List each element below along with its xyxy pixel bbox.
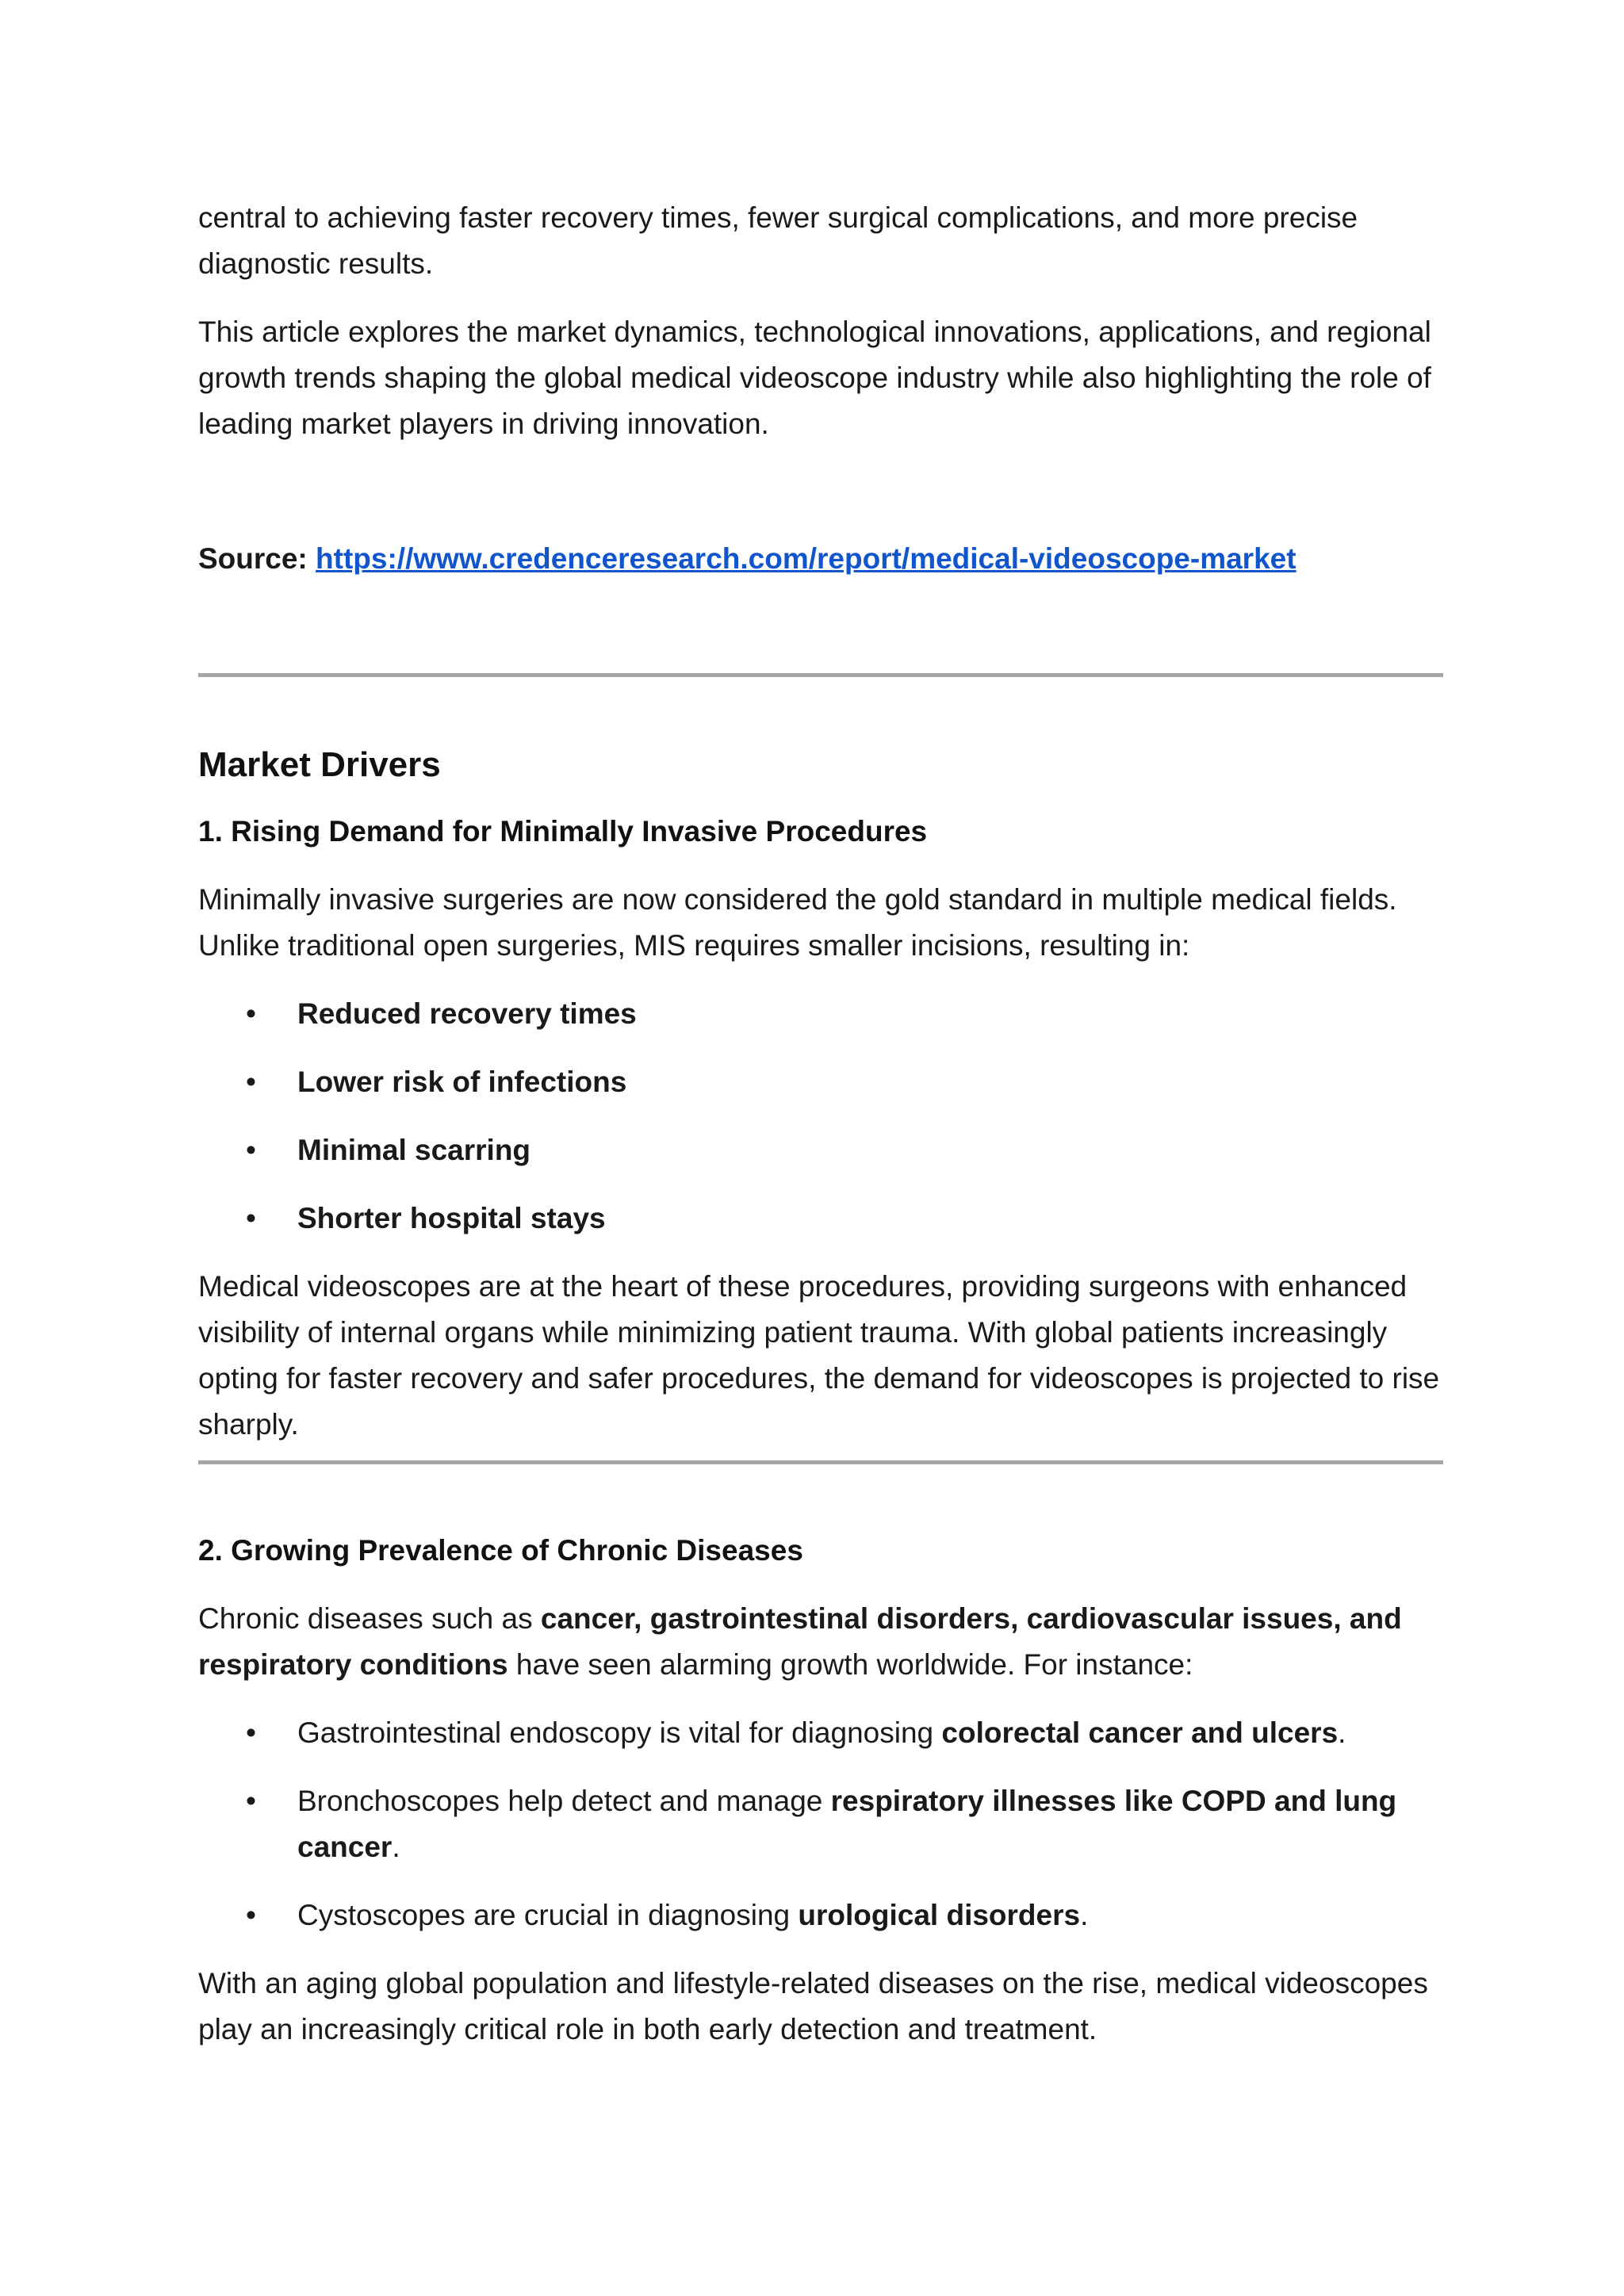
- intro-paragraph-2: This article explores the market dynamics, technological innovations, applications, and regional growth trends shaping the global medical videoscope industry while also highlighting the role of leading market players in driving innovation.: [198, 316, 1431, 440]
- bullet-icon: •: [246, 1716, 256, 1749]
- bold-text-run: respiratory illnesses like COPD and lung cancer: [297, 1785, 1397, 1863]
- text-run: .: [392, 1831, 400, 1863]
- list-item-text: Lower risk of infections: [297, 1066, 627, 1098]
- bold-text-run: cancer, gastrointestinal disorders, cardiovascular issues, and respiratory conditions: [198, 1602, 1402, 1681]
- list-item: [198, 1196, 1443, 1242]
- driver-2-paragraph-2: With an aging global population and lifestyle-related diseases on the rise, medical videoscopes play an increasingly critical role in both early detection and treatment.: [198, 1967, 1428, 2045]
- text-run: Bronchoscopes help detect and manage: [297, 1785, 831, 1817]
- source-link[interactable]: https://www.credenceresearch.com/report/medical-videoscope-market: [316, 542, 1297, 575]
- bullet-icon: •: [246, 1202, 256, 1234]
- section-divider-1: [198, 673, 1443, 677]
- text-run: .: [1338, 1716, 1346, 1749]
- list-item: [198, 1059, 1443, 1105]
- page-content: [198, 195, 1443, 2053]
- intro-paragraph-1: central to achieving faster recovery times, fewer surgical complications, and more precise diagnostic results.: [198, 201, 1358, 280]
- driver-2-paragraph-1: [198, 1596, 1443, 1688]
- driver-1-paragraph-2: Medical videoscopes are at the heart of these procedures, providing surgeons with enhanced visibility of internal organs while minimizing patient trauma. With global patients increasingly opting for faster recovery and safer procedures, the demand for videoscopes is projected to rise sharply.: [198, 1270, 1440, 1441]
- text-run: Cystoscopes are crucial in diagnosing: [297, 1899, 799, 1931]
- bullet-icon: •: [246, 1134, 256, 1166]
- text-run: .: [1080, 1899, 1089, 1931]
- bullet-icon: •: [246, 1785, 256, 1817]
- text-run: have seen alarming growth worldwide. For instance:: [508, 1648, 1193, 1681]
- list-item: [198, 1778, 1443, 1870]
- market-drivers-heading: Market Drivers: [198, 745, 441, 784]
- source-label: Source:: [198, 542, 308, 575]
- list-item-text: Reduced recovery times: [297, 997, 637, 1030]
- list-item-text: Shorter hospital stays: [297, 1202, 606, 1234]
- section-divider-2: [198, 1460, 1443, 1464]
- bold-text-run: colorectal cancer and ulcers: [941, 1716, 1339, 1749]
- text-run: Chronic diseases such as: [198, 1602, 541, 1635]
- bullet-icon: •: [246, 1066, 256, 1098]
- driver-1-paragraph-1: Minimally invasive surgeries are now considered the gold standard in multiple medical fields. Unlike traditional open surgeries, MIS requires smaller incisions, resulting in:: [198, 883, 1397, 962]
- driver-1-heading: 1. Rising Demand for Minimally Invasive Procedures: [198, 815, 928, 848]
- driver-2-heading: 2. Growing Prevalence of Chronic Diseases: [198, 1534, 803, 1567]
- text-run: Gastrointestinal endoscopy is vital for diagnosing: [297, 1716, 942, 1749]
- driver-2-bullet-list: [198, 1710, 1443, 1938]
- list-item: [198, 991, 1443, 1037]
- list-item: [198, 1710, 1443, 1756]
- driver-1-bullet-list: [198, 991, 1443, 1242]
- bullet-icon: •: [246, 997, 256, 1030]
- list-item-text: Minimal scarring: [297, 1134, 531, 1166]
- bold-text-run: urological disorders: [798, 1899, 1081, 1931]
- list-item: [198, 1892, 1443, 1938]
- list-item: [198, 1127, 1443, 1173]
- source-line: [198, 536, 1443, 582]
- bullet-icon: •: [246, 1899, 256, 1931]
